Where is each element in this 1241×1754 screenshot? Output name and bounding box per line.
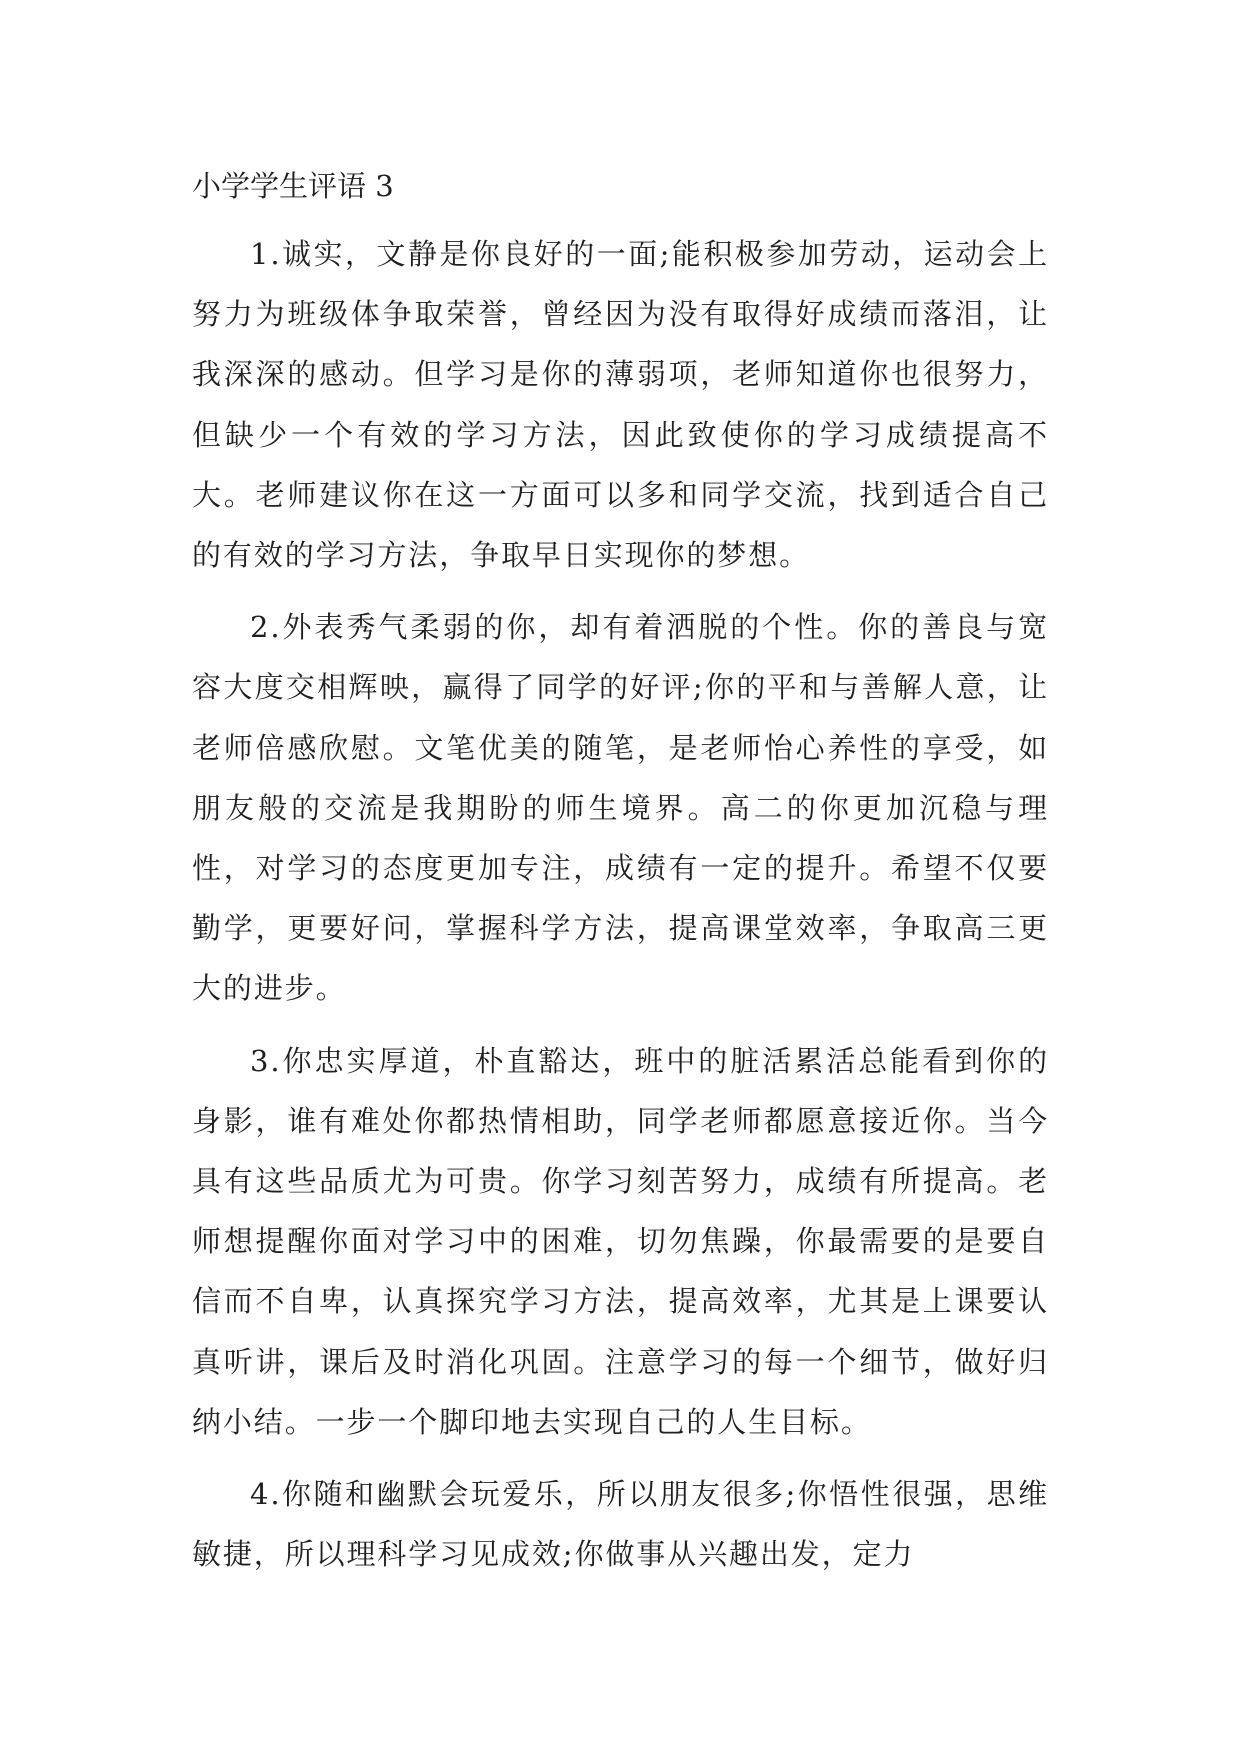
- comment-paragraph-3: 3.你忠实厚道，朴直豁达，班中的脏活累活总能看到你的身影，谁有难处你都热情相助，同学老师都愿意接近你。当今具有这些品质尤为可贵。你学习刻苦努力，成绩有所提高。老师想提醒你面对学习中的困难，切勿焦躁，你最需要的是要自信而不自卑，认真探究学习方法，提高效率，尤其是上课要认真听讲，课后及时消化巩固。注意学习的每一个细节，做好归纳小结。一步一个脚印地去实现自己的人生目标。: [192, 1043, 1049, 1439]
- comment-paragraph-4: 4.你随和幽默会玩爱乐，所以朋友很多;你悟性很强，思维敏捷，所以理科学习见成效;你做事从兴趣出发，定力: [192, 1477, 1049, 1572]
- comment-paragraph-1: 1.诚实，文静是你良好的一面;能积极参加劳动，运动会上努力为班级体争取荣誉，曾经因为没有取得好成绩而落泪，让我深深的感动。但学习是你的薄弱项，老师知道你也很努力，但缺少一个有效的学习方法，因此致使你的学习成绩提高不大。老师建议你在这一方面可以多和同学交流，找到适合自己的有效的学习方法，争取早日实现你的梦想。: [192, 237, 1049, 573]
- document-page: [192, 159, 1049, 1584]
- comment-paragraph-2: 2.外表秀气柔弱的你，却有着洒脱的个性。你的善良与宽容大度交相辉映，赢得了同学的好评;你的平和与善解人意，让老师倍感欣慰。文笔优美的随笔，是老师怡心养性的享受，如朋友般的交流是我期盼的师生境界。高二的你更加沉稳与理性，对学习的态度更加专注，成绩有一定的提升。希望不仅要勤学，更要好问，掌握科学方法，提高课堂效率，争取高三更大的进步。: [192, 610, 1049, 1006]
- document-title: 小学学生评语 3: [192, 169, 394, 203]
